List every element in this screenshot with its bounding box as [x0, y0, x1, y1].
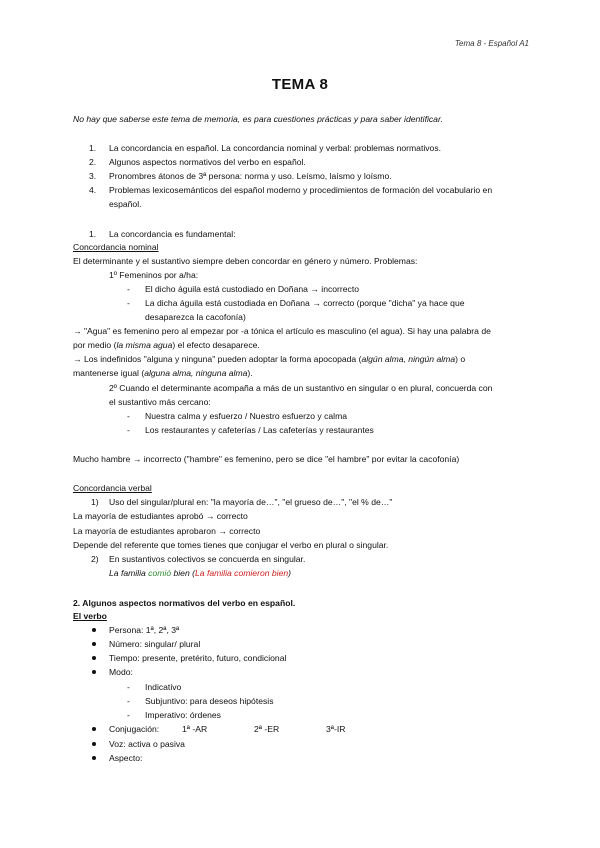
nominal-item-2-cont: el sustantivo más cercano: [109, 397, 211, 407]
section-2-heading: 2. Algunos aspectos normativos del verbo en español. [73, 598, 296, 608]
conjugation-3: 3ª-IR [326, 724, 346, 734]
dash-4: - [127, 425, 130, 435]
verb-subheading: El verbo [73, 611, 107, 621]
page-title: TEMA 8 [271, 76, 329, 93]
bullet-icon [92, 756, 96, 760]
toc-item-2: Algunos aspectos normativos del verbo en español. [109, 157, 306, 167]
example-1: El dicho águila está custodiado en Doñana → incorrecto [145, 284, 360, 294]
verbal-item-2: En sustantivos colectivos se concuerda en singular. [109, 554, 306, 564]
verb-bullet-aspecto: Aspecto: [109, 753, 143, 763]
toc-num-1: 1. [89, 143, 97, 153]
verbal-num-1: 1) [91, 497, 99, 507]
bullet-icon [92, 670, 96, 674]
example-3: Nuestra calma y esfuerzo / Nuestro esfuerzo y calma [145, 411, 348, 421]
section-1-heading: La concordancia es fundamental: [109, 229, 236, 239]
verb-bullet-numero: Número: singular/ plural [109, 639, 201, 649]
toc-item-4-cont: español. [109, 199, 142, 209]
verb-bullet-tiempo: Tiempo: presente, pretérito, futuro, condicional [109, 653, 287, 663]
verbal-example-2: La mayoría de estudiantes aprobaron → correcto [73, 526, 261, 536]
toc-item-3: Pronombres átonos de 3ª persona: norma y uso. Leísmo, laísmo y loísmo. [109, 171, 392, 181]
conjugation-1: 1ª -AR [182, 724, 208, 734]
indefinidos-note: → Los indefinidos "alguna y ninguna" pueden adoptar la forma apocopada (algún alma, ningún alma) o [73, 354, 466, 364]
bullet-icon [92, 642, 96, 646]
verbal-example-3: La familia comió bien (La familia comieron bien) [109, 568, 292, 578]
agua-note-cont: por medio (la misma agua) el efecto desaparece. [73, 340, 260, 350]
verbal-item-1: Uso del singular/plural en: "la mayoría de…", "el grueso de…", "el % de…" [109, 497, 393, 507]
mode-subjuntivo: Subjuntivo: para deseos hipótesis [145, 696, 274, 706]
toc-num-2: 2. [89, 157, 97, 167]
verbal-heading: Concordancia verbal [73, 483, 152, 493]
nominal-heading: Concordancia nominal [73, 242, 159, 252]
verb-bullet-persona: Persona: 1ª, 2ª, 3ª [109, 625, 180, 635]
dash-1: - [127, 284, 130, 294]
dash-2: - [127, 298, 130, 308]
hambre-note: Mucho hambre → incorrecto ("hambre" es femenino, pero se dice "el hambre" por evitar la cacofonía) [73, 454, 460, 464]
indefinidos-note-cont: mantenerse igual (alguna alma, ninguna alma). [73, 368, 253, 378]
bullet-icon [92, 727, 96, 731]
toc-item-1: La concordancia en español. La concordancia nominal y verbal: problemas normativos. [109, 143, 442, 153]
toc-num-3: 3. [89, 171, 97, 181]
mode-indicativo: Indicativo [145, 682, 182, 692]
mode-imperativo: Imperativo: órdenes [145, 710, 221, 720]
verbal-num-2: 2) [91, 554, 99, 564]
intro-note: No hay que saberse este tema de memoria, es para cuestiones prácticas y para saber identificar. [73, 114, 443, 124]
example-2-cont: desaparezca la cacofonía) [145, 312, 246, 322]
verb-bullet-voz: Voz: activa o pasiva [109, 739, 185, 749]
dash-6: - [127, 696, 130, 706]
dash-5: - [127, 682, 130, 692]
bullet-icon [92, 742, 96, 746]
dash-7: - [127, 710, 130, 720]
bullet-icon [92, 628, 96, 632]
conjugation-2: 2ª -ER [254, 724, 280, 734]
verbal-note: Depende del referente que tomes tienes que conjugar el verbo en plural o singular. [73, 540, 389, 550]
dash-3: - [127, 411, 130, 421]
nominal-rule: El determinante y el sustantivo siempre deben concordar en género y número. Problemas: [73, 256, 418, 266]
agua-note: → "Agua" es femenino pero al empezar por -a tónica el artículo es masculino (el agua). Si hay una palabra de [73, 326, 491, 336]
verbal-example-1: La mayoría de estudiantes aprobó → correcto [73, 511, 248, 521]
example-2: La dicha águila está custodiada en Doñana → correcto (porque "dicha" ya hace que [145, 298, 465, 308]
bullet-icon [92, 656, 96, 660]
example-4: Los restaurantes y cafeterías / Las cafeterías y restaurantes [145, 425, 374, 435]
section-1-num: 1. [89, 229, 97, 239]
verb-bullet-modo: Modo: [109, 667, 133, 677]
nominal-item-2: 2º Cuando el determinante acompaña a más de un sustantivo en singular o en plural, concuerda con [109, 383, 493, 393]
verb-bullet-conjugacion: Conjugación: [109, 724, 160, 734]
running-header: Tema 8 - Español A1 [454, 39, 529, 48]
nominal-item-1: 1º Femeninos por a/ha: [109, 270, 199, 280]
toc-num-4: 4. [89, 185, 97, 195]
toc-item-4: Problemas lexicosemánticos del español moderno y procedimientos de formación del vocabulario en [109, 185, 493, 195]
